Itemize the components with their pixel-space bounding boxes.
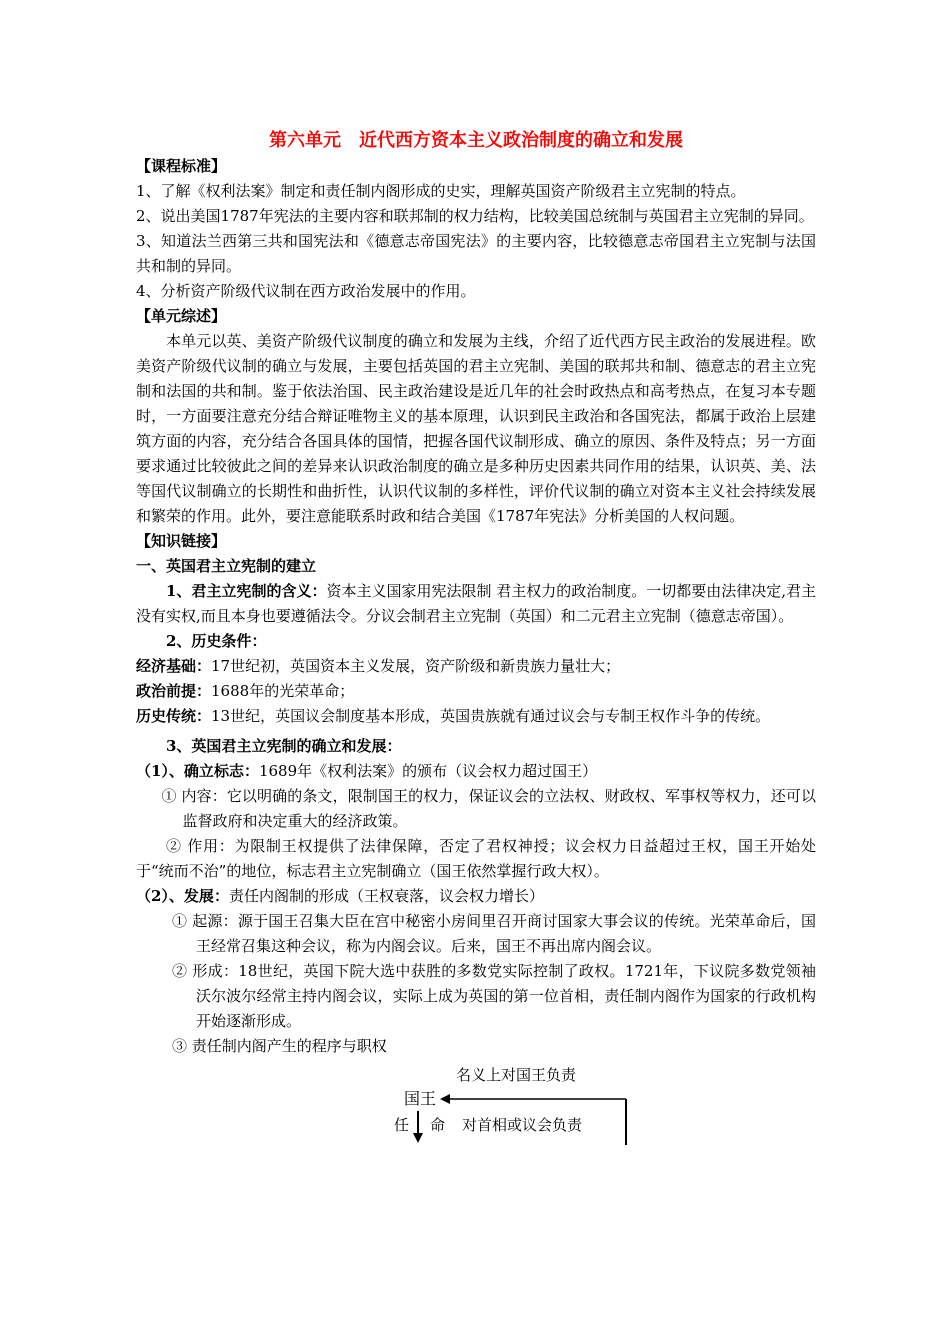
standard-item: 3、知道法兰西第三共和国宪法和《德意志帝国宪法》的主要内容，比较德意志帝国君主立宪制与法国共和制的异同。 bbox=[136, 232, 816, 275]
part1-heading: 一、英国君主立宪制的建立 bbox=[136, 557, 317, 575]
mark-line bbox=[136, 759, 816, 784]
definition-paragraph bbox=[136, 579, 816, 629]
economy-text: 17世纪初，英国资本主义发展，资产阶级和新贵族力量壮大； bbox=[211, 657, 621, 675]
standard-item: 2、说出美国1787年宪法的主要内容和联邦制的权力结构，比较美国总统制与英国君主立宪制的异同。 bbox=[136, 207, 814, 225]
conditions-label: 2、历史条件： bbox=[166, 632, 267, 650]
appoint-right-label: 命 bbox=[430, 1116, 446, 1134]
diagram-arrows bbox=[136, 1065, 816, 1145]
tradition-line bbox=[136, 704, 816, 729]
cabinet-diagram bbox=[136, 1065, 816, 1145]
procedure-item: ③ 责任制内阁产生的程序与职权 bbox=[172, 1037, 387, 1055]
king-label: 国王 bbox=[404, 1089, 437, 1108]
formation-item: ② 形成：18世纪，英国下院大选中获胜的多数党实际控制了政权。1721年，下议院多数党领袖沃尔波尔经常主持内阁会议，实际上成为英国的第一位首相，责任制内阁作为国家的行政机构开始逐渐形成。 bbox=[172, 962, 816, 1030]
mark-text: 1689年《权利法案》的颁布（议会权力超过国王） bbox=[258, 762, 598, 780]
tradition-text: 13世纪，英国议会制度基本形成，英国贵族就有通过议会与专制王权作斗争的传统。 bbox=[211, 707, 771, 725]
tradition-label: 历史传统： bbox=[136, 707, 212, 725]
summary-paragraph: 本单元以英、美资产阶级代议制度的确立和发展为主线，介绍了近代西方民主政治的发展进程。欧美资产阶级代议制的确立与发展，主要包括英国的君主立宪制、美国的联邦共和制、德意志的君主立宪制和法国的共和制。鉴于依法治国、民主政治建设是近几年的社会时政热点和高考热点，在复习本专题时，一方面要注意充分结合辩证唯物主义的基本原理，认识到民主政治和各国宪法，都属于政治上层建筑方面的内容，充分结合各国具体的国情，把握各国代议制形成、确立的原因、条件及特点；另一方面要求通过比较彼此之间的差异来认识政治制度的确立是多种历史因素共同作用的结果，认识英、美、法等国代议制确立的长期性和曲折性，认识代议制的多样性，评价代议制的确立对资本主义社会持续发展和繁荣的作用。此外，要注意能联系时政和结合美国《1787年宪法》分析美国的人权问题。 bbox=[136, 332, 816, 525]
politics-label: 政治前提： bbox=[136, 682, 212, 700]
establish-label: 3、英国君主立宪制的确立和发展： bbox=[166, 737, 402, 755]
development-text: 责任内阁制的形成（王权衰落，议会权力增长） bbox=[228, 887, 544, 905]
appoint-left-label: 任 bbox=[394, 1116, 410, 1134]
content-item: ① 内容：它以明确的条文，限制国王的权力，保证议会的立法权、财政权、军事权等权力，还可以监督政府和决定重大的经济政策。 bbox=[161, 787, 816, 830]
nominal-responsibility-label: 名义上对国王负责 bbox=[456, 1066, 577, 1084]
document-page bbox=[136, 128, 816, 1145]
responsibility-label: 对首相或议会负责 bbox=[462, 1116, 583, 1134]
definition-text: 资本主义国家用宪法限制 君主权力的政治制度。一切都要由法律决定,君主没有实权,而且本身也要遵循法令。分议会制君主立宪制（英国）和二元君主立宪制（德意志帝国）。 bbox=[136, 582, 816, 625]
standard-item: 1、了解《权利法案》制定和责任制内阁形成的史实，理解英国资产阶级君主立宪制的特点。 bbox=[136, 182, 746, 200]
definition-label: 1、君主立宪制的含义： bbox=[166, 582, 327, 600]
standard-heading: 【课程标准】 bbox=[136, 157, 227, 175]
link-heading: 【知识链接】 bbox=[136, 532, 227, 550]
origin-item: ① 起源：源于国王召集大臣在宫中秘密小房间里召开商讨国家大事会议的传统。光荣革命后，国王经常召集这种会议，称为内阁会议。后来，国王不再出席内阁会议。 bbox=[172, 912, 816, 955]
arrow-to-king-icon bbox=[440, 1094, 450, 1104]
appoint-arrow-down-icon bbox=[413, 1133, 423, 1143]
establish-heading bbox=[136, 734, 816, 759]
summary-heading: 【单元综述】 bbox=[136, 307, 227, 325]
development-line bbox=[136, 884, 816, 909]
conditions-heading bbox=[136, 629, 816, 654]
economy-label: 经济基础： bbox=[136, 657, 212, 675]
politics-text: 1688年的光荣革命； bbox=[211, 682, 355, 700]
economy-line bbox=[136, 654, 816, 679]
politics-line bbox=[136, 679, 816, 704]
unit-title: 第六单元 近代西方资本主义政治制度的确立和发展 bbox=[269, 130, 683, 151]
development-label: （2）、发展： bbox=[136, 887, 229, 905]
effect-item: ② 作用：为限制王权提供了法律保障，否定了君权神授；议会权力日益超过王权，国王开始处于“统而不治”的地位，标志君主立宪制确立（国王依然掌握行政大权）。 bbox=[136, 837, 816, 880]
standard-item: 4、分析资产阶级代议制在西方政治发展中的作用。 bbox=[136, 282, 476, 300]
mark-label: （1）、确立标志： bbox=[136, 762, 259, 780]
